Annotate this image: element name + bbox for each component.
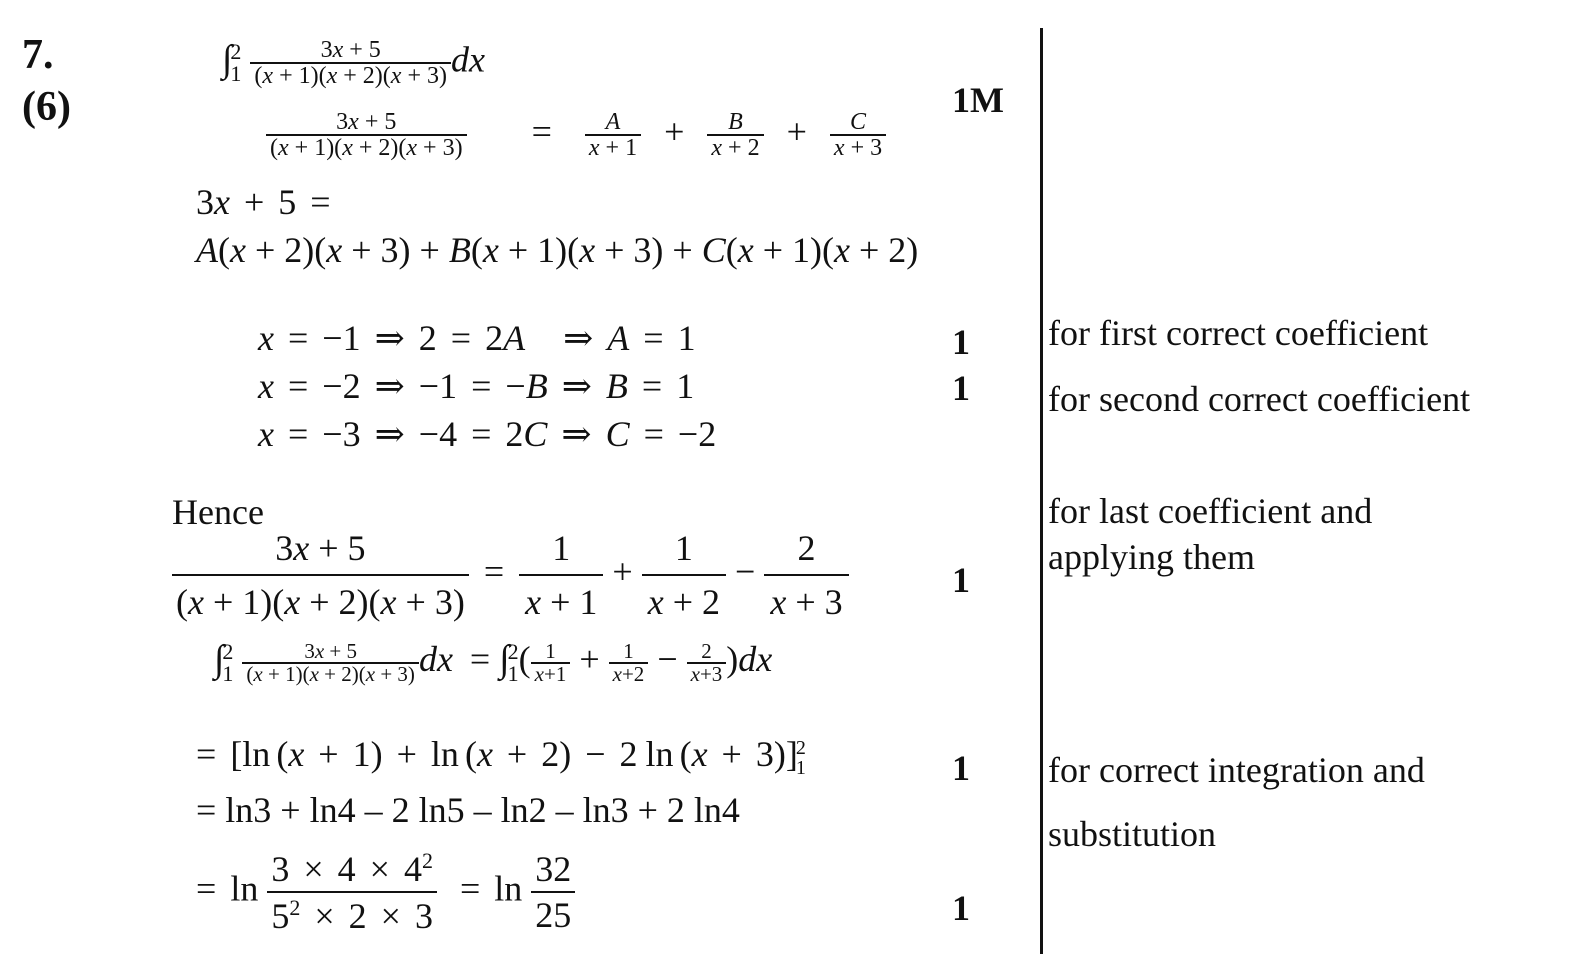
comment-first-coefficient: for first correct coefficient: [1048, 313, 1429, 353]
coefficient-b-line: x = −2 ⇒ −1 = −B ⇒ B = 1: [258, 366, 695, 406]
identity-lhs: 3x + 5 =: [196, 182, 331, 222]
mark-coefficient-a: 1: [952, 322, 970, 362]
decomposition-result: $\frac{3x + 5}{(x + 1)(x + 2)(x + 3)}$ = $\frac{1}{x + 1}$ + $\frac{1}{x + 2}$ − $\frac{2}{x + 3}$: [172, 530, 849, 620]
antiderivative-line: = [ln (x + 1) + ln (x + 2) − 2 ln (x + 3)] 2 1: [196, 734, 806, 779]
final-answer-line: = ln $\frac{3 \times 4 \times 4^2}{5^2 \times 2 \times 3}$ = ln $\frac{32}{25}$: [196, 850, 575, 934]
integral-expression: ∫ 2 1 $\frac{3x + 5}{(x + 1)(x + 2)(x + 3)}$ dx: [222, 37, 485, 89]
mark-last-coefficient: 1: [952, 560, 970, 600]
substitution-line: = ln3 + ln4 – 2 ln5 – ln2 – ln3 + 2 ln4: [196, 790, 740, 830]
coefficient-c-line: x = −3 ⇒ −4 = 2C ⇒ C = −2: [258, 414, 717, 454]
mark-coefficient-b: 1: [952, 368, 970, 408]
identity-rhs: A(x + 2)(x + 3) + B(x + 1)(x + 3) + C(x + 1)(x + 2): [196, 230, 919, 270]
hence-label: Hence: [172, 492, 264, 532]
comment-second-coefficient: for second correct coefficient: [1048, 379, 1471, 419]
mark-method: 1M: [952, 80, 1004, 120]
coefficient-a-line: x = −1 ⇒ 2 = 2A ⇒ A = 1: [258, 318, 696, 358]
column-divider: [1040, 28, 1043, 954]
comment-integration: for correct integration and substitution: [1048, 750, 1425, 854]
question-number: 7.: [22, 32, 54, 78]
mark-final-answer: 1: [952, 888, 970, 928]
comment-last-coefficient: for last coefficient and applying them: [1048, 491, 1373, 577]
partial-fraction-setup: $\frac{3x + 5}{(x + 1)(x + 2)(x + 3)}$ = $\frac{A}{x + 1}$ + $\frac{B}{x + 2}$ + $\frac{C}{x + 3}$: [266, 110, 886, 160]
integral-split: ∫ 2 1 $\frac{3x + 5}{(x + 1)(x + 2)(x + 3)}$ dx = ∫ 2 1 ( $\frac{1}{x+1}$ + $\frac{1}{x+2}$ − $\frac{2}{x+3}$ )dx: [214, 638, 773, 686]
mark-integration: 1: [952, 748, 970, 788]
question-marks-total: (6): [22, 84, 71, 130]
